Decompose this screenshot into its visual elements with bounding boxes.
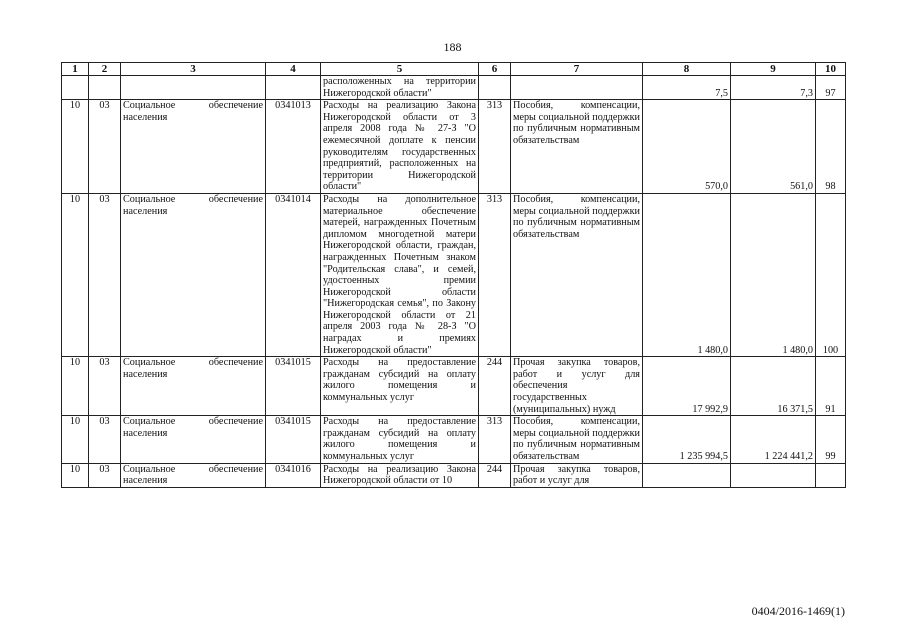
column-header: 10 [816, 63, 846, 76]
header-row [62, 63, 846, 76]
column-header: 8 [643, 63, 731, 76]
column-header: 9 [731, 63, 816, 76]
column-header: 5 [321, 63, 479, 76]
expense-type-name-cell: Прочая закупка товаров, работ и услуг для [511, 463, 643, 487]
percent-cell [816, 463, 846, 487]
planned-amount-cell: 570,0 [643, 100, 731, 194]
expense-description-cell: расположенных на территории Нижегородской области" [321, 76, 479, 100]
expense-description-cell: Расходы на дополнительное материальное обеспечение матерей, награжденных Почетным дипломом многодетной матери Нижегородской области, граждан, награжденных Почетным знаком "Родительская слава", и семей, удостоенных премии Нижегородской области "Нижегородская семья", по Закону Нижегородской области от 21 апреля 2003 года № 28-З "О наградах и премиях Нижегородской области" [321, 193, 479, 356]
expense-type-code-cell: 244 [479, 357, 511, 416]
table-row [62, 416, 846, 463]
expense-type-name-cell: Прочая закупка товаров, работ и услуг для обеспечения государственных (муниципальных) нужд [511, 357, 643, 416]
column-header: 1 [62, 63, 89, 76]
budget-table [61, 62, 846, 488]
expense-type-code-cell: 244 [479, 463, 511, 487]
expense-type-code-cell [479, 76, 511, 100]
planned-amount-cell: 7,5 [643, 76, 731, 100]
section-name-cell: Социальное обеспечение населения [121, 357, 266, 416]
column-header: 2 [89, 63, 121, 76]
section-name-cell: Социальное обеспечение населения [121, 100, 266, 194]
target-article-cell: 0341015 [266, 416, 321, 463]
section-name-cell: Социальное обеспечение населения [121, 416, 266, 463]
table-row [62, 463, 846, 487]
section-cell: 10 [62, 416, 89, 463]
subsection-cell: 03 [89, 416, 121, 463]
planned-amount-cell: 1 480,0 [643, 193, 731, 356]
section-name-cell: Социальное обеспечение населения [121, 463, 266, 487]
planned-amount-cell: 1 235 994,5 [643, 416, 731, 463]
table-row [62, 357, 846, 416]
expense-description-cell: Расходы на реализацию Закона Нижегородской области от 10 [321, 463, 479, 487]
column-header: 4 [266, 63, 321, 76]
column-header: 6 [479, 63, 511, 76]
percent-cell: 99 [816, 416, 846, 463]
table-body [62, 76, 846, 488]
table-row [62, 76, 846, 100]
expense-type-code-cell: 313 [479, 193, 511, 356]
actual-amount-cell [731, 463, 816, 487]
actual-amount-cell: 16 371,5 [731, 357, 816, 416]
percent-cell: 100 [816, 193, 846, 356]
document-code: 0404/2016-1469(1) [751, 604, 845, 618]
actual-amount-cell: 1 480,0 [731, 193, 816, 356]
target-article-cell: 0341015 [266, 357, 321, 416]
expense-type-code-cell: 313 [479, 416, 511, 463]
expense-type-name-cell: Пособия, компенсации, меры социальной поддержки по публичным нормативным обязательствам [511, 416, 643, 463]
target-article-cell: 0341014 [266, 193, 321, 356]
expense-description-cell: Расходы на предоставление гражданам субсидий на оплату жилого помещения и коммунальных услуг [321, 416, 479, 463]
target-article-cell: 0341016 [266, 463, 321, 487]
subsection-cell: 03 [89, 193, 121, 356]
actual-amount-cell: 1 224 441,2 [731, 416, 816, 463]
target-article-cell: 0341013 [266, 100, 321, 194]
expense-type-name-cell: Пособия, компенсации, меры социальной поддержки по публичным нормативным обязательствам [511, 193, 643, 356]
section-cell: 10 [62, 100, 89, 194]
planned-amount-cell [643, 463, 731, 487]
expense-type-name-cell [511, 76, 643, 100]
section-name-cell: Социальное обеспечение населения [121, 193, 266, 356]
section-cell: 10 [62, 463, 89, 487]
section-name-cell [121, 76, 266, 100]
column-header: 3 [121, 63, 266, 76]
percent-cell: 91 [816, 357, 846, 416]
subsection-cell: 03 [89, 100, 121, 194]
planned-amount-cell: 17 992,9 [643, 357, 731, 416]
table-row [62, 100, 846, 194]
percent-cell: 98 [816, 100, 846, 194]
section-cell [62, 76, 89, 100]
target-article-cell [266, 76, 321, 100]
table-row [62, 193, 846, 356]
section-cell: 10 [62, 357, 89, 416]
actual-amount-cell: 561,0 [731, 100, 816, 194]
subsection-cell: 03 [89, 463, 121, 487]
page-number: 188 [443, 40, 462, 54]
section-cell: 10 [62, 193, 89, 356]
subsection-cell [89, 76, 121, 100]
expense-type-name-cell: Пособия, компенсации, меры социальной поддержки по публичным нормативным обязательствам [511, 100, 643, 194]
expense-description-cell: Расходы на реализацию Закона Нижегородской области от 3 апреля 2008 года № 27-З "О ежемесячной доплате к пенсии руководителям государственных предприятий, расположенных на территории Нижегородской области" [321, 100, 479, 194]
expense-description-cell: Расходы на предоставление гражданам субсидий на оплату жилого помещения и коммунальных услуг [321, 357, 479, 416]
actual-amount-cell: 7,3 [731, 76, 816, 100]
expense-type-code-cell: 313 [479, 100, 511, 194]
column-header: 7 [511, 63, 643, 76]
subsection-cell: 03 [89, 357, 121, 416]
percent-cell: 97 [816, 76, 846, 100]
